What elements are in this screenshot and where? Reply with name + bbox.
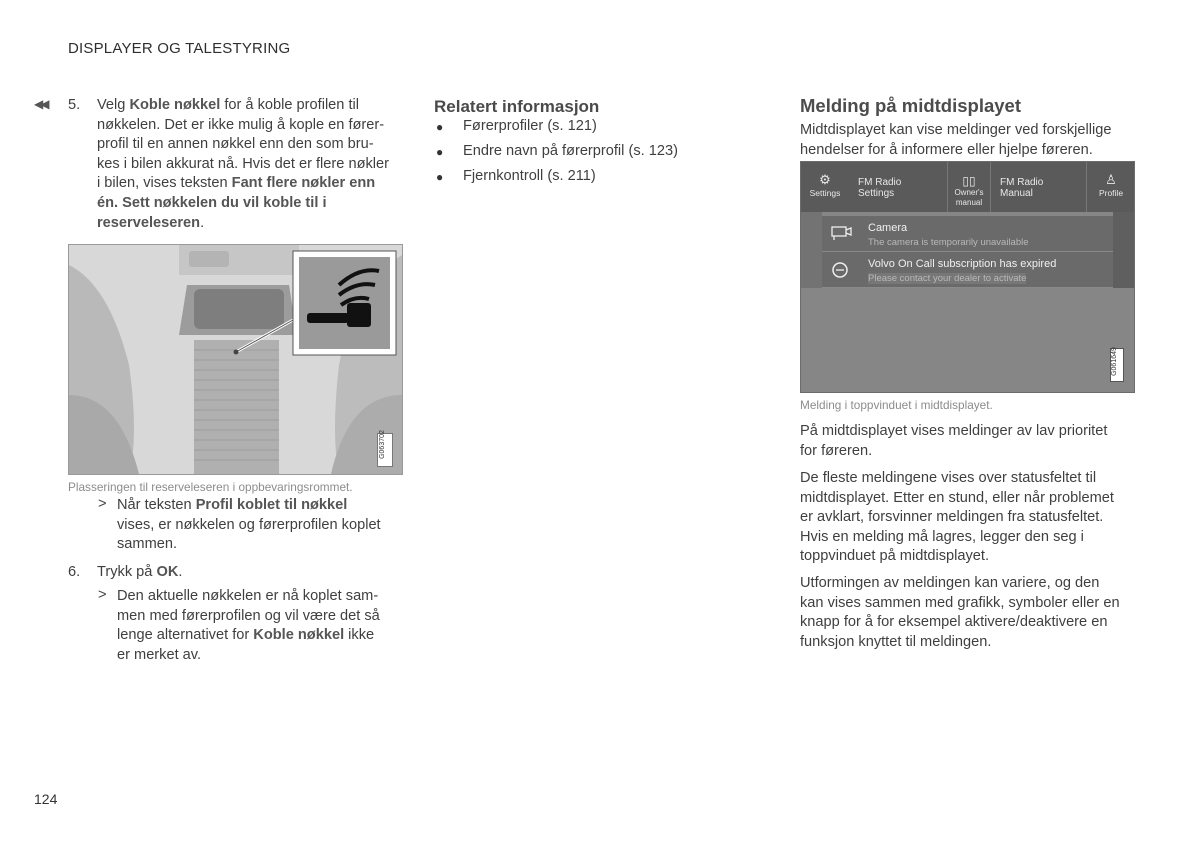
result-line: Den aktuelle nøkkelen er nå koplet sam- xyxy=(117,588,379,604)
step-6-number: 6. xyxy=(68,564,81,580)
top-bar xyxy=(801,162,1134,212)
fm-radio-settings-tile[interactable]: FM Radio Settings xyxy=(858,177,902,199)
paragraph: Utformingen av meldingen kan variere, og den kan vises sammen med grafikk, symboler eller en knapp for å for eksempel aktivere/deaktivere en funksjon knyttet til meldingen. xyxy=(800,575,1120,650)
step-5-line: reserveleseren. xyxy=(97,214,205,231)
step-5-text xyxy=(97,96,397,233)
paragraph: På midtdisplayet vises meldinger av lav prioritet for føreren. xyxy=(800,423,1108,459)
step-5-line: kes i bilen akkurat nå. Hvis det er flere nøkler xyxy=(97,155,389,172)
step-5-line: én. Sett nøkkelen du vil koble til i xyxy=(97,194,327,211)
owners-manual-tile[interactable]: ▯▯ Owner's manual xyxy=(949,162,989,212)
image-caption: Plasseringen til reserveleseren i oppbevaringsrommet. xyxy=(68,480,353,494)
storage-compartment-photo xyxy=(68,244,403,475)
person-icon: ♙ xyxy=(1105,172,1117,187)
related-link[interactable]: Fjernkontroll (s. 211) xyxy=(463,168,596,184)
result-marker: > xyxy=(98,496,107,512)
result-line: lenge alternativet for Koble nøkkel ikke xyxy=(117,627,375,644)
bullet-icon: ● xyxy=(436,145,444,159)
settings-tile[interactable]: ⚙ Settings xyxy=(807,162,843,212)
result-line: vises, er nøkkelen og førerprofilen koplet xyxy=(117,516,381,533)
result-line: er merket av. xyxy=(117,646,202,663)
step-5-line: Velg Koble nøkkel for å koble profilen til xyxy=(97,97,360,113)
screen-caption: Melding i toppvinduet i midtdisplayet. xyxy=(800,398,993,412)
result-text xyxy=(117,496,397,555)
result-marker: > xyxy=(98,587,107,603)
bullet-icon: ● xyxy=(436,120,444,134)
image-code: G061649 xyxy=(1110,347,1118,376)
step-5-line: nøkkelen. Det er ikke mulig å kople en fører- xyxy=(97,116,385,133)
step-6-line: Trykk på OK. xyxy=(97,564,183,580)
gear-icon: ⚙ xyxy=(819,172,831,187)
related-link[interactable]: Endre navn på førerprofil (s. 123) xyxy=(463,143,678,159)
result-text xyxy=(117,587,397,665)
step-5-line: profil til en annen nøkkel enn den som bru- xyxy=(97,136,374,153)
result-line: Når teksten Profil koblet til nøkkel xyxy=(117,497,348,513)
step-5-number: 5. xyxy=(68,97,81,113)
related-link[interactable]: Førerprofiler (s. 121) xyxy=(463,118,597,134)
double-chevron-left-icon[interactable]: ◀◀ xyxy=(34,97,47,111)
notification-camera[interactable]: Camera The camera is temporarily unavailable xyxy=(822,216,1113,252)
center-display-screenshot xyxy=(800,161,1135,393)
book-icon: ▯▯ xyxy=(962,174,976,188)
camera-icon xyxy=(831,225,853,241)
result-line: sammen. xyxy=(117,536,178,553)
volvo-logo-icon xyxy=(831,261,849,279)
paragraph: De fleste meldingene vises over statusfeltet til midtdisplayet. Etter en stund, eller når problemet er avklart, forsvinner meldingen fra statusfeltet. Hvis en melding må lagres, legger den seg i toppvinduet på midtdisplayet. xyxy=(800,470,1114,565)
step-6-text xyxy=(97,563,397,583)
section-heading: Melding på midtdisplayet xyxy=(800,95,1021,116)
result-line: men med førerprofilen og vil være det så xyxy=(117,607,380,624)
step-5-line: i bilen, vises teksten Fant flere nøkler enn xyxy=(97,175,376,192)
fm-radio-manual-tile[interactable]: FM Radio Manual xyxy=(1000,177,1044,199)
storage-compartment-illustration xyxy=(69,245,402,474)
intro-paragraph: Midtdisplayet kan vise meldinger ved forskjellige hendelser for å informere eller hjelpe føreren. xyxy=(800,122,1112,158)
image-code: G063702 xyxy=(378,430,386,459)
related-info-heading: Relatert informasjon xyxy=(434,97,600,116)
page-header: DISPLAYER OG TALESTYRING xyxy=(68,40,291,57)
page-number: 124 xyxy=(34,791,58,807)
bullet-icon: ● xyxy=(436,170,444,184)
profile-tile[interactable]: ♙ Profile xyxy=(1094,162,1128,212)
notification-voc[interactable]: Volvo On Call subscription has expired Please contact your dealer to activate xyxy=(822,252,1113,288)
